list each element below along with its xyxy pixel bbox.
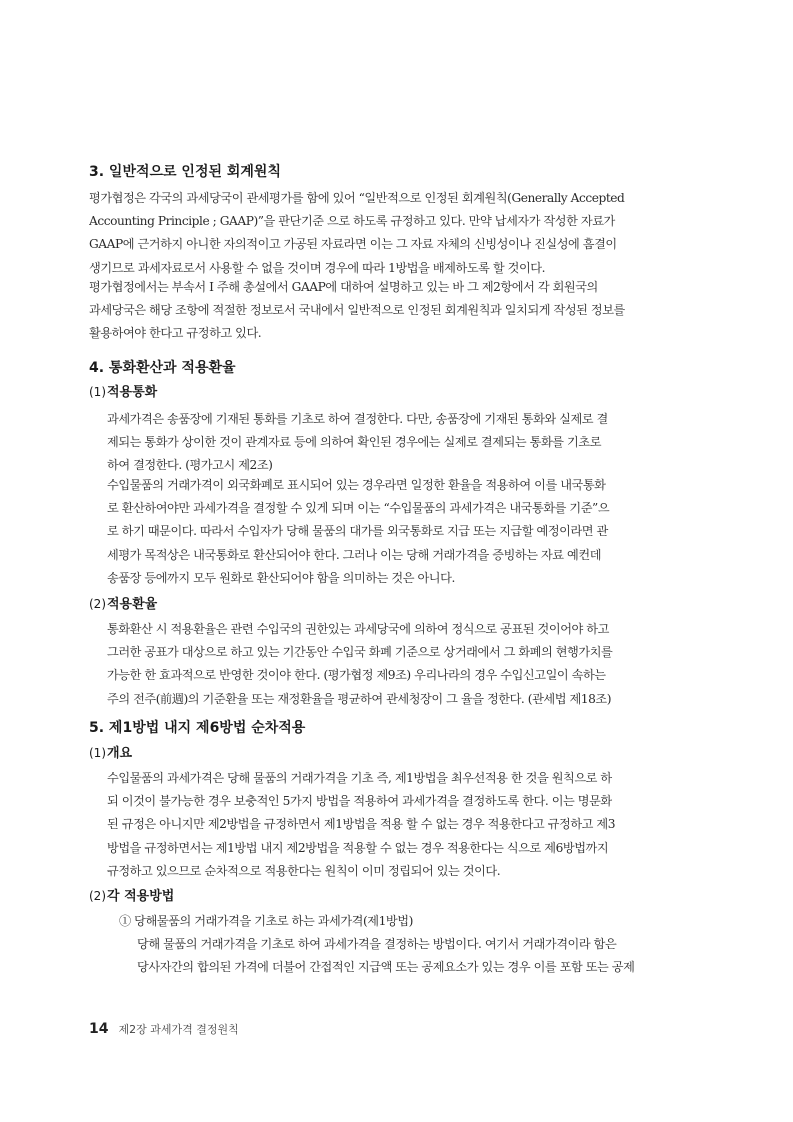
subsection-number: (1) (89, 385, 106, 399)
section-3-paragraph-2 (89, 276, 663, 346)
text-line: 활용하여야 한다고 규정하고 있다. (89, 326, 262, 341)
section-3-heading: 3. 일반적으로 인정된 회계원칙 (89, 164, 281, 180)
text-line: 규정하고 있으므로 순차적으로 적용한다는 원칙이 이미 정립되어 있는 것이다. (107, 863, 501, 878)
subsection-title: 각 적용방법 (107, 889, 175, 904)
text-line: GAAP에 근거하지 아니한 자의적이고 가공된 자료라면 이는 그 자료 자체의 신빙성이나 진실성에 흠결이 (89, 237, 617, 252)
text-line: 송품장 등에까지 모두 원화로 환산되어야 함을 의미하는 것은 아니다. (107, 570, 455, 585)
section-5-heading: 5. 제1방법 내지 제6방법 순차적용 (89, 720, 306, 736)
subsection-number: (2) (89, 597, 106, 611)
text-line: 과세가격은 송품장에 기재된 통화를 기초로 하여 결정한다. 다만, 송품장에 기재된 통화와 실제로 결 (107, 412, 608, 426)
text-line: 평가협정에서는 부속서 Ⅰ 주해 총설에서 GAAP에 대하여 설명하고 있는 바 그 제2항에서 각 회원국의 (89, 280, 598, 294)
text-line: 방법을 규정하면서는 제1방법 내지 제2방법을 적용할 수 없는 경우 적용한다는 식으로 제6방법까지 (107, 840, 609, 855)
text-line: 하여 결정한다. (평가고시 제2조) (107, 458, 273, 473)
text-line: 생기므로 과세자료로서 사용할 수 없을 것이며 경우에 따라 1방법을 배제하도록 할 것이다. (89, 260, 546, 275)
text-line: 로 하기 때문이다. 따라서 수입자가 당해 물품의 대가를 외국통화로 지급 또는 지급할 예정이라면 관 (107, 524, 608, 539)
text-line: 제되는 통화가 상이한 것이 관계자료 등에 의하여 확인된 경우에는 실제로 결제되는 통화를 기초로 (107, 435, 602, 450)
method-1-item-heading: ① 당해물품의 거래가격을 기초로 하는 과세가격(제1방법) (119, 914, 413, 928)
text-line: 세평가 목적상은 내국통화로 환산되어야 한다. 그러나 이는 당해 거래가격을 증빙하는 자료 예컨데 (107, 547, 602, 562)
subsection-number: (2) (89, 889, 106, 903)
subsection-4-2-paragraph (107, 618, 663, 711)
chapter-title: 제2장 과세가격 결정원칙 (118, 1023, 239, 1036)
page-number: 14 (89, 1021, 109, 1037)
text-line: 가능한 한 효과적으로 반영한 것이야 한다. (평가협정 제9조) 우리나라의 경우 수입신고일이 속하는 (107, 668, 606, 683)
section-4-heading: 4. 통화환산과 적용환율 (89, 360, 236, 376)
text-line: Accounting Principle ; GAAP)”을 판단기준 으로 하도록 규정하고 있다. 만약 납세자가 작성한 자료가 (89, 214, 615, 229)
subsection-4-2-heading (89, 594, 157, 615)
subsection-title: 적용통화 (107, 385, 158, 400)
text-line: 수입물품의 과세가격은 당해 물품의 거래가격을 기초 즉, 제1방법을 최우선적용 한 것을 원칙으로 하 (107, 771, 612, 785)
page-footer (89, 1020, 239, 1039)
text-line: 주의 전주(前週)의 기준환율 또는 재정환율을 평균하여 관세청장이 그 율을 정한다. (관세법 제18조) (107, 691, 612, 706)
subsection-5-1-paragraph (107, 767, 663, 883)
section-3-paragraph-1 (89, 187, 663, 280)
subsection-title: 개요 (107, 746, 133, 761)
text-line: 수입물품의 거래가격이 외국화폐로 표시되어 있는 경우라면 일정한 환율을 적용하여 이를 내국통화 (107, 478, 606, 492)
subsection-4-1-paragraph-1 (107, 408, 663, 478)
text-line: 평가협정은 각국의 과세당국이 관세평가를 함에 있어 “일반적으로 인정된 회계원칙(Generally Accepted (89, 191, 625, 205)
subsection-4-1-heading (89, 382, 157, 403)
text-line: 로 환산하여야만 과세가격을 결정할 수 있게 되며 이는 “수입물품의 과세가격은 내국통화를 기준”으 (107, 501, 610, 516)
text-line: 그러한 공표가 대상으로 하고 있는 기간동안 수입국 화폐 기준으로 상거래에서 그 화폐의 현행가치를 (107, 645, 613, 660)
subsection-5-2-heading (89, 886, 174, 907)
text-line: 과세당국은 해당 조항에 적절한 정보로서 국내에서 일반적으로 인정된 회계원칙과 일치되게 작성된 정보를 (89, 303, 625, 318)
method-1-paragraph (137, 933, 663, 979)
subsection-5-1-heading (89, 743, 132, 764)
text-line: 되 이것이 불가능한 경우 보충적인 5가지 방법을 적용하여 과세가격을 결정하도록 한다. 이는 명문화 (107, 794, 612, 809)
subsection-number: (1) (89, 746, 106, 760)
text-line: 통화환산 시 적용환율은 관련 수입국의 권한있는 과세당국에 의하여 정식으로 공표된 것이어야 하고 (107, 622, 609, 636)
text-line: 당사자간의 합의된 가격에 더불어 간접적인 지급액 또는 공제요소가 있는 경우 이를 포함 또는 공제 (137, 960, 635, 975)
text-line: 된 규정은 아니지만 제2방법을 규정하면서 제1방법을 적용 할 수 없는 경우 적용한다고 규정하고 제3 (107, 817, 616, 832)
text-line: 당해 물품의 거래가격을 기초로 하여 과세가격을 결정하는 방법이다. 여기서 거래가격이라 함은 (137, 937, 617, 951)
subsection-4-1-paragraph-2 (107, 474, 663, 590)
subsection-title: 적용환율 (107, 597, 158, 612)
